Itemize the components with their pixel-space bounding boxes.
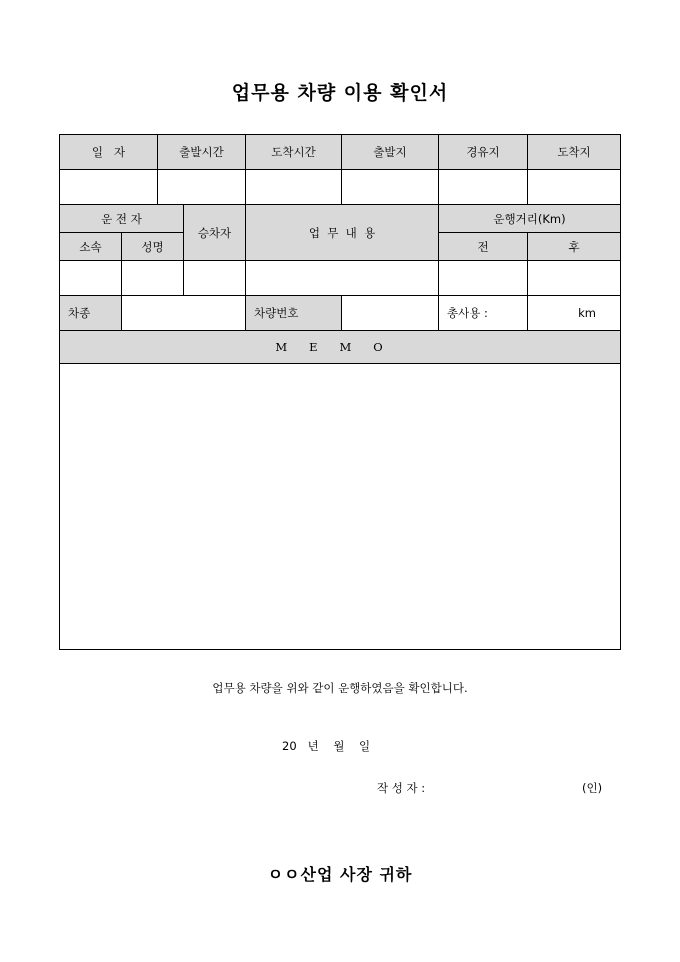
passenger-field[interactable] (184, 261, 246, 296)
name-field[interactable] (122, 261, 184, 296)
header-distance: 운행거리(Km) (439, 205, 621, 233)
header-passenger: 승차자 (184, 205, 246, 261)
distance-after-field[interactable] (528, 261, 621, 296)
header-date: 일 자 (60, 135, 158, 170)
destination-field[interactable] (528, 170, 621, 205)
header-origin: 출발지 (342, 135, 439, 170)
origin-field[interactable] (342, 170, 439, 205)
vehicle-usage-form (59, 134, 621, 650)
via-field[interactable] (439, 170, 528, 205)
dept-field[interactable] (60, 261, 122, 296)
car-type-field[interactable] (122, 296, 246, 331)
header-arrive-time: 도착시간 (246, 135, 342, 170)
header-car-type: 차종 (60, 296, 122, 331)
arrive-time-field[interactable] (246, 170, 342, 205)
header-dept: 소속 (60, 233, 122, 261)
date-field[interactable] (60, 170, 158, 205)
header-name: 성명 (122, 233, 184, 261)
writer-label: 작 성 자 : (377, 781, 426, 795)
header-via: 경유지 (439, 135, 528, 170)
car-number-field[interactable] (342, 296, 439, 331)
km-unit: km (528, 296, 621, 331)
distance-before-field[interactable] (439, 261, 528, 296)
document-title: 업무용 차량 이용 확인서 (231, 82, 449, 104)
total-use-label: 총사용 : (439, 296, 528, 331)
header-car-number: 차량번호 (246, 296, 342, 331)
header-driver: 운 전 자 (60, 205, 184, 233)
header-after: 후 (528, 233, 621, 261)
recipient-line: ㅇㅇ산업 사장 귀하 (267, 865, 413, 884)
confirmation-text: 업무용 차량을 위와 같이 운행하였음을 확인합니다. (212, 681, 468, 695)
depart-time-field[interactable] (158, 170, 246, 205)
header-depart-time: 출발시간 (158, 135, 246, 170)
header-business: 업 무 내 용 (246, 205, 439, 261)
header-before: 전 (439, 233, 528, 261)
header-destination: 도착지 (528, 135, 621, 170)
business-field[interactable] (246, 261, 439, 296)
memo-field[interactable] (60, 364, 621, 650)
seal-label: (인) (582, 781, 603, 795)
date-line: 20 년 월 일 (282, 739, 371, 753)
memo-header: MEMO (60, 331, 621, 364)
